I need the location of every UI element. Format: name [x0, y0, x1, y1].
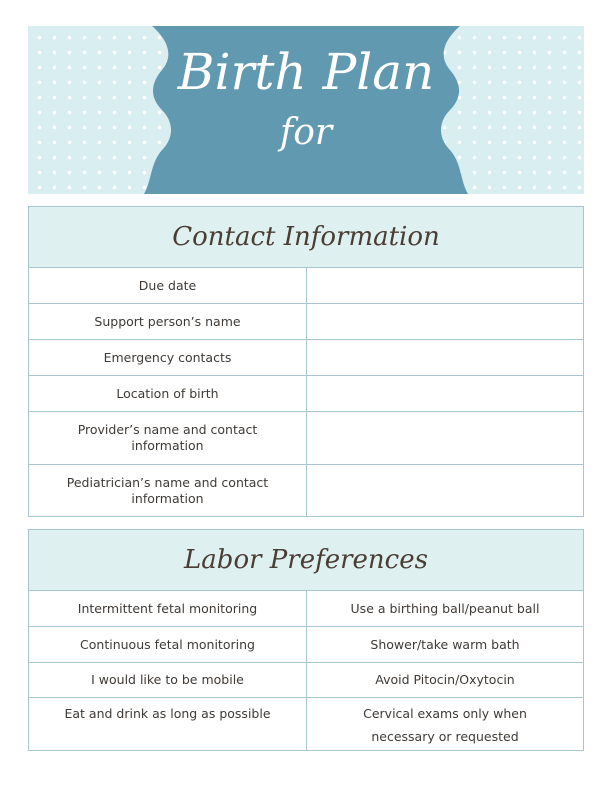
- title-plaque: [138, 26, 474, 194]
- preference-option[interactable]: Shower/take warm bath: [306, 627, 583, 662]
- due-date-label: Due date: [138, 277, 197, 293]
- page-title: Birth Plan: [177, 43, 435, 101]
- emergency-contacts-label: Emergency contacts: [103, 349, 232, 365]
- location-of-birth-label: Location of birth: [116, 385, 219, 401]
- table-row: [29, 465, 583, 516]
- labor-preferences-heading: Labor Preferences: [29, 530, 583, 591]
- preference-option[interactable]: Intermittent fetal monitoring: [77, 600, 258, 616]
- table-row: [29, 698, 583, 750]
- preference-option[interactable]: Use a birthing ball/peanut ball: [306, 591, 583, 626]
- pediatrician-contact-label: Pediatrician’s name and contact information: [66, 474, 269, 506]
- contact-information-heading: Contact Information: [29, 207, 583, 268]
- table-row: [29, 663, 583, 698]
- provider-contact-field[interactable]: [306, 412, 583, 464]
- preference-option[interactable]: I would like to be mobile: [91, 672, 244, 687]
- table-row: [29, 412, 583, 465]
- labor-preferences-section: [28, 529, 584, 751]
- emergency-contacts-field[interactable]: [306, 340, 583, 375]
- contact-information-section: [28, 206, 584, 517]
- support-person-label: Support person’s name: [94, 313, 241, 329]
- preference-option[interactable]: Continuous fetal monitoring: [80, 636, 255, 652]
- due-date-field[interactable]: [306, 268, 583, 303]
- provider-contact-label: Provider’s name and contact information: [77, 422, 258, 453]
- table-row: [29, 304, 583, 340]
- page-subtitle: for: [279, 112, 333, 153]
- table-row: [29, 591, 583, 627]
- preference-option[interactable]: Eat and drink as long as possible: [64, 706, 271, 721]
- table-row: [29, 268, 583, 304]
- support-person-field[interactable]: [306, 304, 583, 339]
- pediatrician-contact-field[interactable]: [306, 465, 583, 516]
- table-row: [29, 340, 583, 376]
- location-of-birth-field[interactable]: [306, 376, 583, 411]
- header-banner: [28, 26, 584, 194]
- preference-option[interactable]: Avoid Pitocin/Oxytocin: [306, 663, 583, 697]
- table-row: [29, 376, 583, 412]
- table-row: [29, 627, 583, 663]
- preference-option[interactable]: Cervical exams only when necessary or requested: [306, 698, 583, 750]
